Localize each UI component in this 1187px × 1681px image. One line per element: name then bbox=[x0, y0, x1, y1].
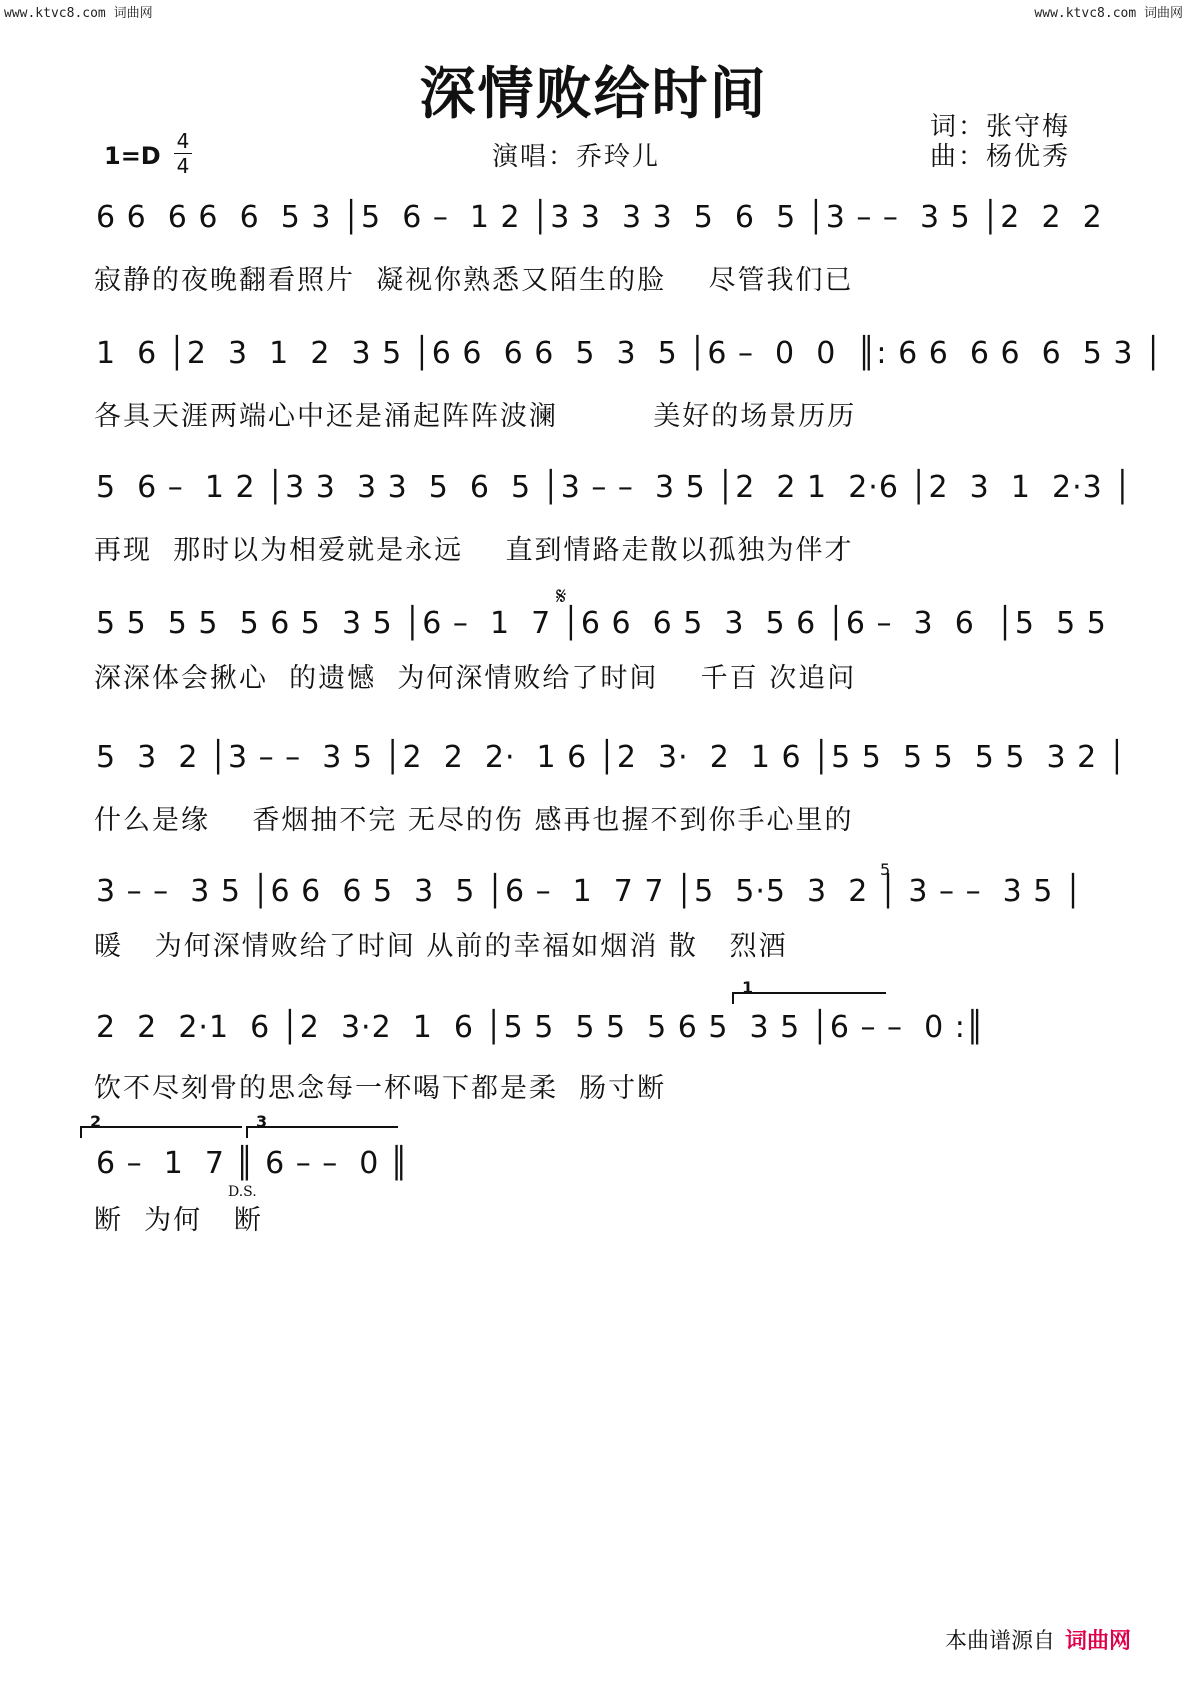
volta-bracket-3 bbox=[246, 1112, 398, 1138]
lyrics-line-4: 深深体会揪心 的遗憾 为何深情败给了时间 千百 次追问 bbox=[94, 663, 857, 694]
watermark-left: www.ktvc8.com 词曲网 bbox=[4, 6, 153, 21]
notation-line-2: 1 6 │2 3 1 2 3 5 │6 6 6 6 5 3 5 │6 – 0 0 ║: 6 6 6 6 6 5 3 │ bbox=[96, 336, 1164, 371]
lyrics-line-6: 暖 为何深情败给了时间 从前的幸福如烟消 散 烈酒 bbox=[94, 931, 788, 962]
segno-sign: 𝄋 bbox=[556, 582, 567, 610]
watermark-right: www.ktvc8.com 词曲网 bbox=[1034, 6, 1183, 21]
notation-line-1: 6 6 6 6 6 5 3 │5 6 – 1 2 │3 3 3 3 5 6 5 │3 – – 3 5 │2 2 2 bbox=[96, 200, 1103, 235]
time-signature bbox=[172, 130, 194, 177]
lyrics-line-2: 各具天涯两端心中还是涌起阵阵波澜 美好的场景历历 bbox=[94, 401, 857, 432]
volta-number-3: 3 bbox=[256, 1112, 268, 1131]
lyrics-line-7: 饮不尽刻骨的思念每一杯喝下都是柔 肠寸断 bbox=[94, 1073, 667, 1104]
notation-line-8: 6 – 1 7 ║ 6 – – 0 ║ bbox=[96, 1146, 409, 1181]
lyrics-line-5: 什么是缘 香烟抽不完 无尽的伤 感再也握不到你手心里的 bbox=[94, 805, 854, 836]
volta-number-2: 2 bbox=[90, 1112, 102, 1131]
notation-line-4: 5 5 5 5 5 6 5 3 5 │6 – 1 7 │6 6 6 5 3 5 6 │6 – 3 6 │5 5 5 bbox=[96, 606, 1107, 641]
da-segno-mark: D.S. bbox=[228, 1184, 257, 1200]
volta-number-1: 1 bbox=[742, 978, 754, 997]
notation-line-5: 5 3 2 │3 – – 3 5 │2 2 2· 1 6 │2 3· 2 1 6 │5 5 5 5 5 5 3 2 │ bbox=[96, 740, 1127, 775]
composer-credit: 曲：杨优秀 bbox=[930, 142, 1071, 172]
credits bbox=[930, 112, 1070, 172]
time-signature-bottom: 4 bbox=[176, 154, 190, 178]
key-signature: 1=D bbox=[104, 142, 161, 170]
volta-bracket-1 bbox=[732, 978, 886, 1004]
notation-line-3: 5 6 – 1 2 │3 3 3 3 5 6 5 │3 – – 3 5 │2 2 1 2·6 │2 3 1 2·3 │ bbox=[96, 470, 1133, 505]
grace-note: 5 bbox=[880, 860, 891, 879]
footer-source bbox=[945, 1624, 1131, 1655]
lyrics-line-3: 再现 那时以为相爱就是永远 直到情路走散以孤独为伴才 bbox=[94, 535, 854, 566]
lyricist-credit: 词：张守梅 bbox=[930, 112, 1071, 142]
lyrics-line-8: 断 为何 断 bbox=[94, 1205, 263, 1236]
notation-line-6: 3 – – 3 5 │6 6 6 5 3 5 │6 – 1 7 7 │5 5·5 3 2 │ 3 – – 3 5 │ bbox=[96, 874, 1083, 909]
lyrics-line-1: 寂静的夜晚翻看照片 凝视你熟悉又陌生的脸 尽管我们已 bbox=[94, 265, 854, 296]
footer-source-text: 本曲谱源自 bbox=[944, 1629, 1055, 1654]
song-title: 深情败给时间 bbox=[419, 62, 768, 127]
footer-brand-link[interactable]: 词曲网 bbox=[1064, 1629, 1131, 1654]
singer-credit: 演唱：乔玲儿 bbox=[492, 142, 661, 172]
volta-bracket-2 bbox=[80, 1112, 242, 1138]
time-signature-top: 4 bbox=[176, 129, 190, 153]
notation-line-7: 2 2 2·1 6 │2 3·2 1 6 │5 5 5 5 5 6 5 3 5 │6 – – 0 :║ bbox=[96, 1010, 985, 1045]
